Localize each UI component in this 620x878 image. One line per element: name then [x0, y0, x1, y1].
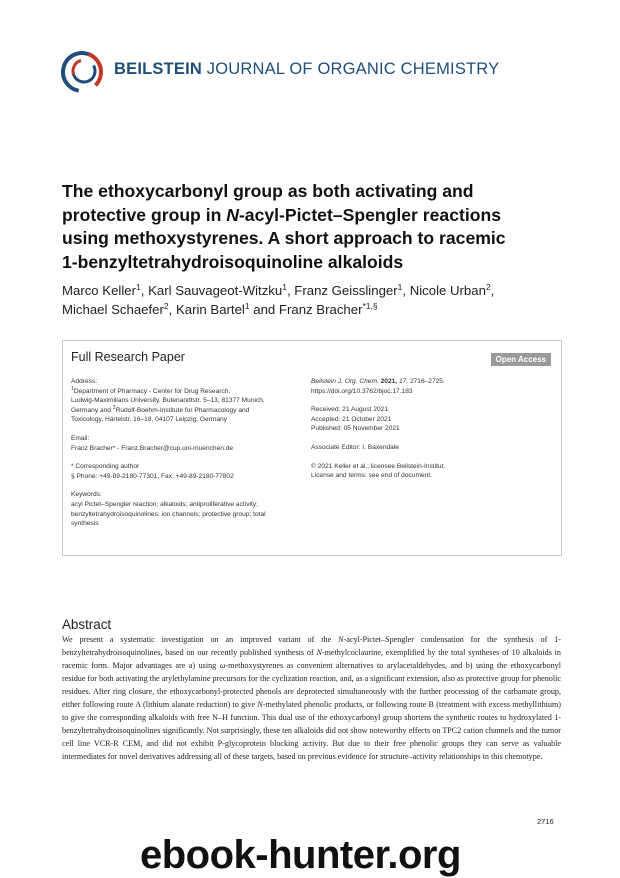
article-type-heading: Full Research Paper — [71, 350, 185, 364]
license-note: License and terms: see end of document. — [311, 472, 432, 480]
citation: Beilstein J. Org. Chem. 2021, 17, 2716–2725. — [311, 378, 445, 385]
journal-logo-icon — [60, 50, 104, 94]
article-info-box — [62, 340, 562, 556]
abstract-text: We present a systematic investigation on an improved variant of the N-acyl-Pictet–Spengler condensation for the synthesis of 1-benzyltetrahydroisoquinolines, based on our recently published synthesis of N-methylcoclaurine, exemplified by the total syntheses of 10 alkaloids in racemic form. Major advantages are a) using ω-methoxystyrenes as convenient alternatives to arylacetaldehydes, and b) using the ethoxycarbonyl residue for both activating the arylethylamine precursors for the cyclization reaction, and, as a significant extension, also as protective group for phenolic residues. After ring closure, the ethoxycarbonyl-protected phenols are deprotected simultaneously with the further processing of the carbamate group, either following route A (lithium alanate reduction) to give N-methylated phenolic products, or following route B (treatment with excess methyllithium) to give the corresponding alkaloids with free N–H function. This dual use of the ethoxycarbonyl group shortens the synthetic routes to hydroxylated 1-benzyltetrahydroisoquinolines significantly. Not surprisingly, these ten alkaloids did not show noteworthy effects on TPC2 cation channels and the tumor cell line VCR-R CEM, and did not exhibit P-glycoprotein blocking activity. But due to their free phenolic groups they can serve as valuable intermediates for novel derivatives addressing all of these targets, based on previous evidence for structure–activity relationships in this chemotype. — [62, 635, 561, 761]
page-number: 2716 — [537, 817, 554, 826]
accepted-date: Accepted: 21 October 2021 — [311, 415, 392, 423]
abstract-heading: Abstract — [62, 617, 112, 632]
info-right-column — [311, 377, 541, 481]
watermark-text: ebook-hunter.org — [140, 833, 461, 877]
corresponding-author-note: * Corresponding author — [71, 463, 140, 471]
author-list: Marco Keller$^1$, Karl Sauvageot-Witzku$^1$, Franz Geisslinger$^1$, Nicole Urban$^2$, Michael Schaefer$^2$, Karin Bartel$^1$ and Franz Bracher$^{*1,\S}$ — [62, 282, 495, 317]
associate-editor: Associate Editor: I. Baxendale — [311, 443, 399, 451]
email-value[interactable]: Franz Bracher* - Franz.Bracher@cup.uni-muenchen.de — [71, 444, 234, 452]
copyright-notice: © 2021 Keller et al.; licensee Beilstein-Institut. — [311, 462, 446, 470]
published-date: Published: 05 November 2021 — [311, 425, 400, 433]
info-left-column — [71, 377, 296, 529]
article-title: The ethoxycarbonyl group as both activating and protective group in N-acyl-Pictet–Spengler reactions using methoxystyrenes. A short approach to racemic 1-benzyltetrahydroisoquinoline alkaloids — [62, 181, 506, 272]
open-access-badge: Open Access — [491, 353, 551, 366]
keywords-label: Keywords: — [71, 491, 102, 499]
phone-fax: § Phone: +49-89-2180-77301, Fax: +49-89-2180-77802 — [71, 472, 234, 480]
journal-name: BEILSTEIN JOURNAL OF ORGANIC CHEMISTRY — [114, 60, 500, 78]
received-date: Received: 21 August 2021 — [311, 406, 388, 414]
keywords-text: acyl Pictet–Spengler reaction; alkaloids; antiproliferative activity; benzyltetrahydroisoquinolines; ion channels; protective group; total synthesis — [71, 500, 266, 528]
doi-link[interactable]: https://doi.org/10.3762/bjoc.17.183 — [311, 387, 413, 395]
address-label: Address: — [71, 378, 98, 385]
email-label: Email: — [71, 434, 90, 442]
address-text: $^1$Department of Pharmacy - Center for Drug Research, Ludwig-Maximilians University, Butenandtstr. 5–13, 81377 Munich, Germany and $^2$Rudolf-Boehm-Institute for Pharmacology and Toxicology, Härtelstr. 16–18, 04107 Leipzig, Germany — [71, 385, 265, 424]
